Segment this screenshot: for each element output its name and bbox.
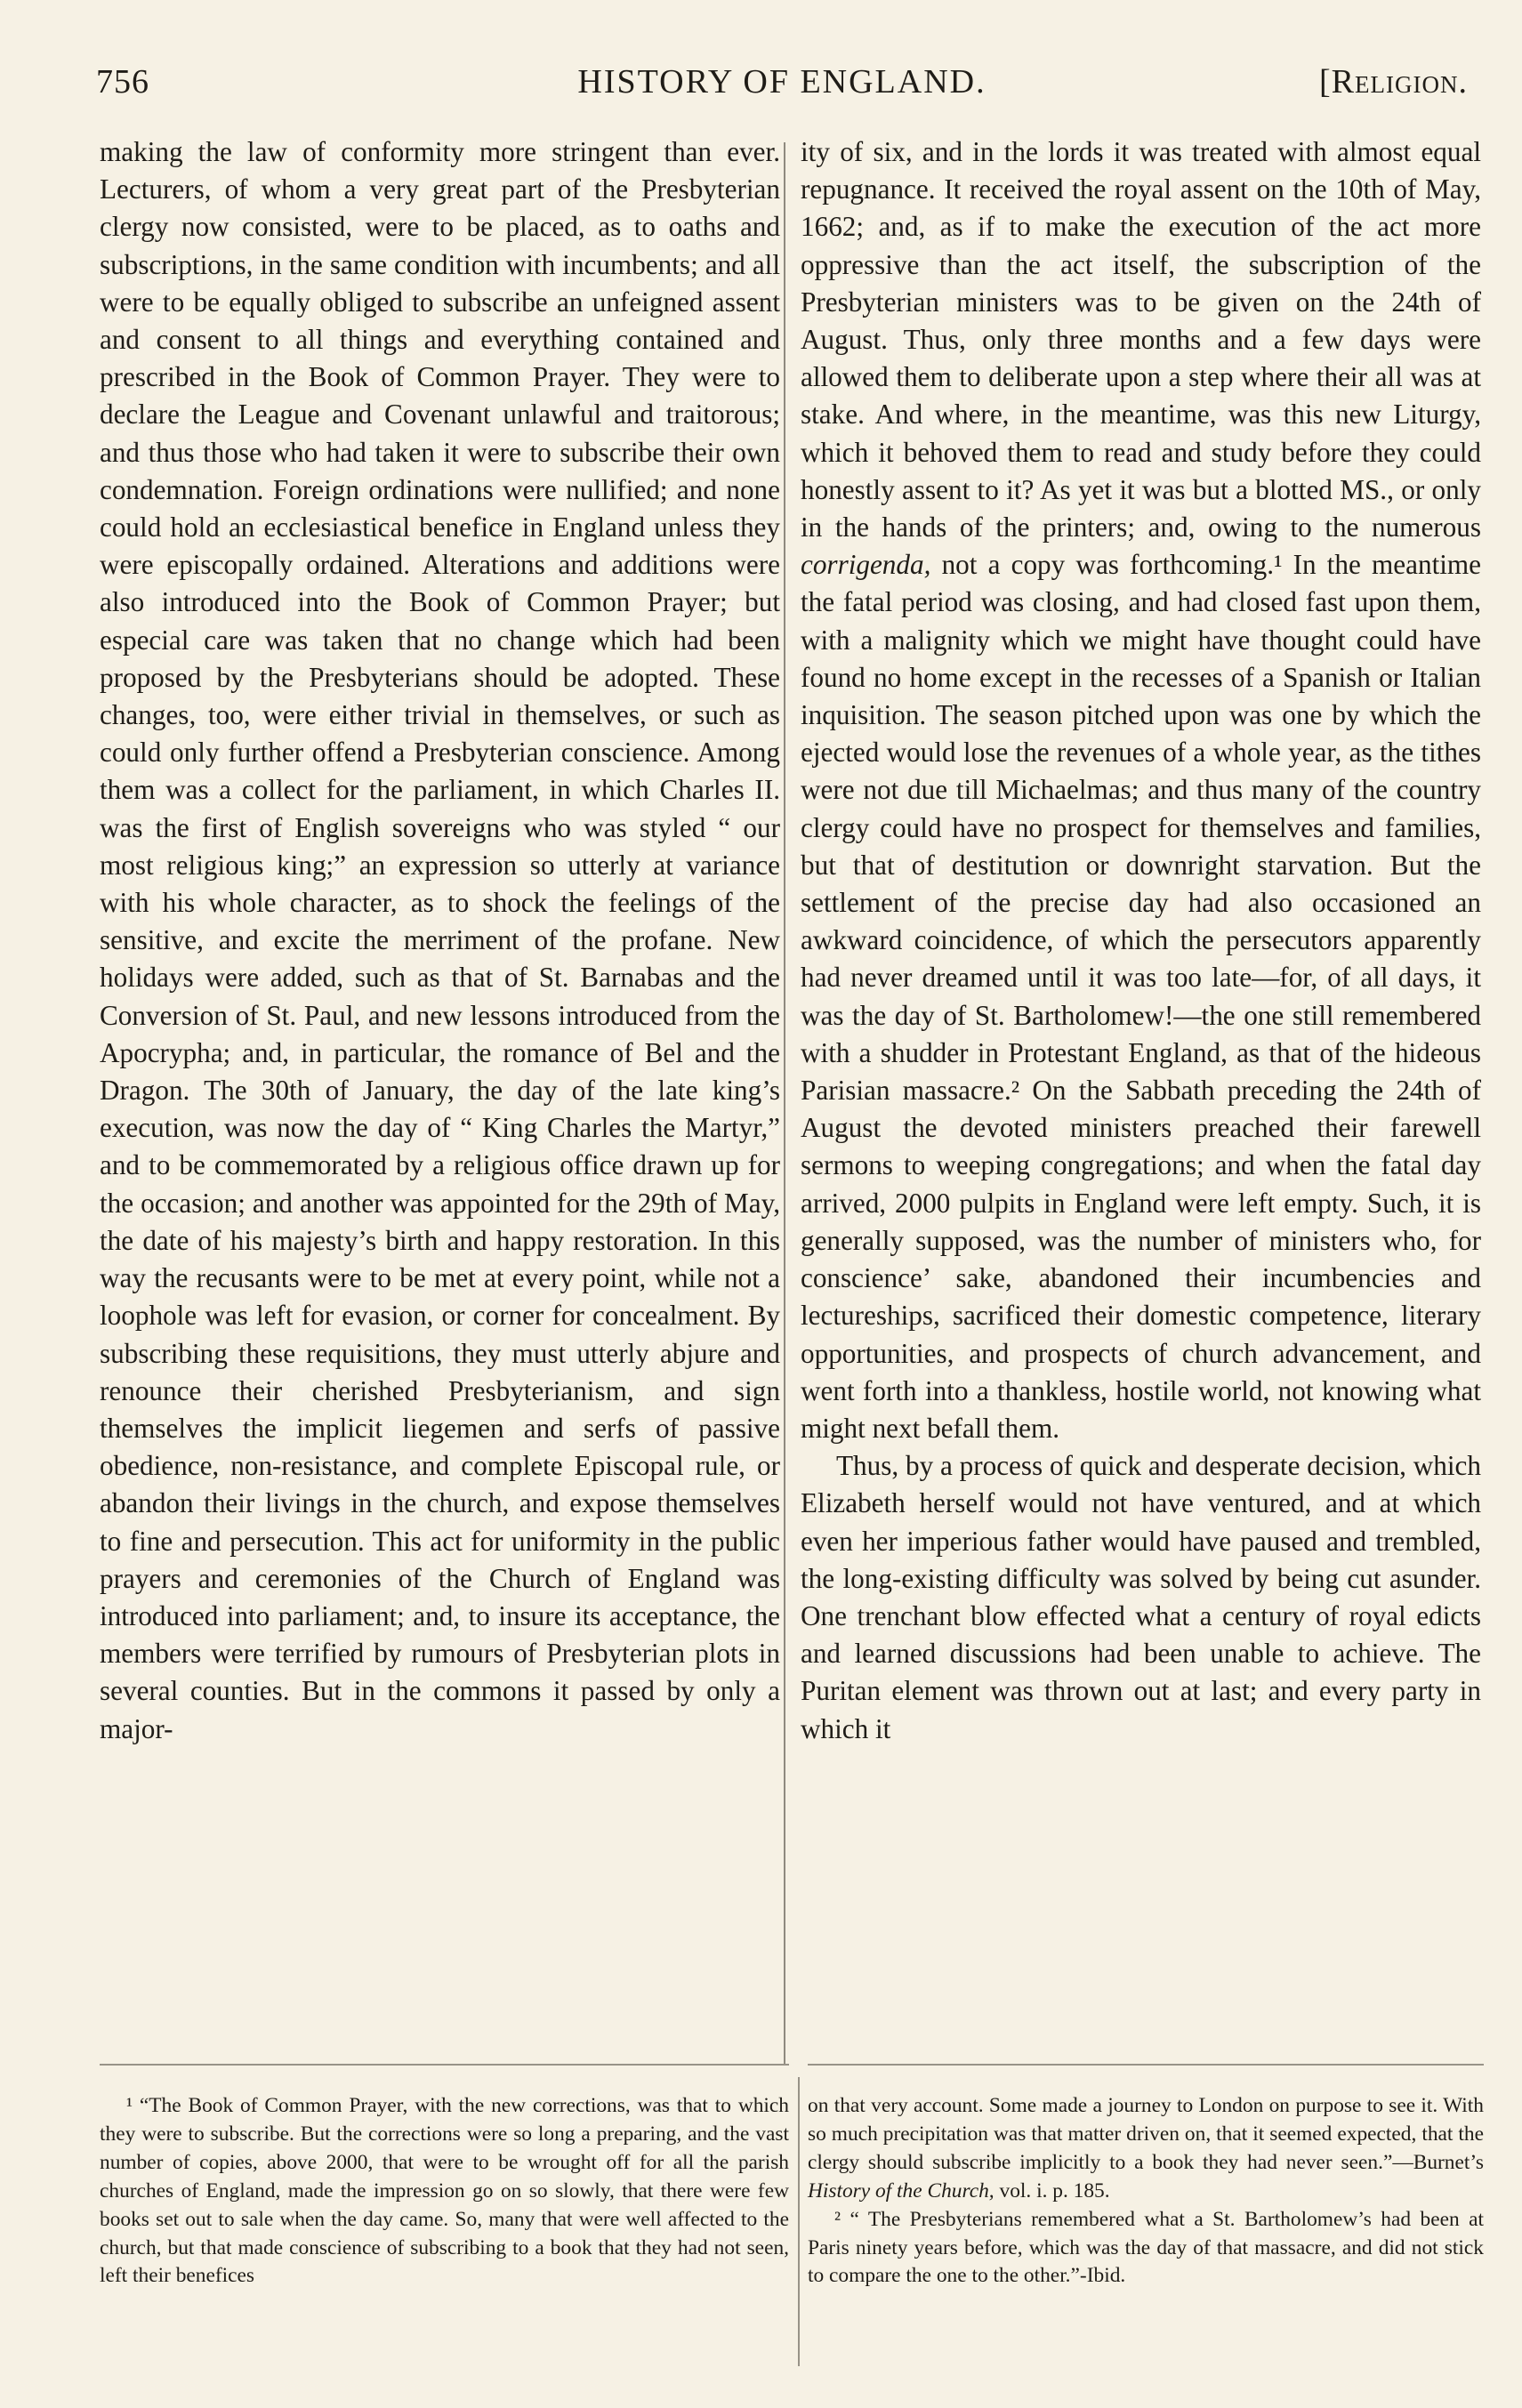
section-label: [Religion.	[1319, 63, 1468, 101]
footnote-1-continued	[808, 2092, 1484, 2206]
running-title: HISTORY OF ENGLAND.	[577, 63, 986, 101]
page-number: 756	[96, 63, 149, 101]
footnote-1: ¹ “The Book of Common Prayer, with the new corrections, was that to which they were to subscribe. But the corrections were so long a preparing, and the vast number of copies, above 2000, that were to be wrought off for all the parish churches of England, made the impression go on so slowly, that there were few books set out to sale when the day came. So, many that were well affected to the church, but that made conscience of subscribing to a book that they had not seen, left their benefices	[100, 2094, 789, 2288]
right-column	[801, 133, 1481, 1748]
footnote-divider	[798, 2077, 800, 2366]
right-paragraph-1	[801, 133, 1481, 1447]
footnote-rule-left	[100, 2064, 789, 2066]
right-p1-text-a: ity of six, and in the lords it was treated with almost equal repugnance. It received the royal assent on the 10th of May, 1662; and, as if to make the execution of the act more oppressive than the act itself, the subscription of the Presbyterian ministers was to be given on the 24th of August. Thus, only three months and a few days were allowed them to deliberate upon a step where their all was at stake. And where, in the meantime, was this new Liturgy, which it behoved them to read and study before they could honestly assent to it? As yet it was but a blotted MS., or only in the hands of the printers; and, owing to the numerous	[801, 136, 1481, 544]
footnotes-right	[808, 2092, 1484, 2291]
footnote-1-cont-text-a: on that very account. Some made a journey to London on purpose to see it. With so much precipitation was that matter driven on, that it seemed expected, that the clergy should subscribe implicitly to a book they had never seen.”—Burnet’s	[808, 2094, 1484, 2174]
running-header	[96, 53, 1468, 116]
left-paragraph-1: making the law of conformity more stringent than ever. Lecturers, of whom a very great part of the Presbyterian clergy now consisted, were to be placed, as to oaths and subscriptions, in the same condition with incumbents; and all were to be equally obliged to subscribe an unfeigned assent and consent to all things and everything contained and prescribed in the Book of Common Prayer. They were to declare the League and Covenant unlawful and traitorous; and thus those who had taken it were to subscribe their own condemnation. Foreign ordinations were nullified; and none could hold an ecclesiastical benefice in England unless they were episcopally ordained. Alterations and additions were also introduced into the Book of Common Prayer; but especial care was taken that no change which had been proposed by the Presbyterians should be adopted. These changes, too, were either trivial in themselves, or such as could only further offend a Presbyterian conscience. Among them was a collect for the parliament, in which Charles II. was the first of English sovereigns who was styled “ our most religious king;” an expression so utterly at variance with his whole character, as to shock the feelings of the sensitive, and excite the merriment of the profane. New holidays were added, such as that of St. Barnabas and the Conversion of St. Paul, and new lessons introduced from the Apocrypha; and, in particular, the romance of Bel and the Dragon. The 30th of January, the day of the late king’s execution, was now the day of “ King Charles the Martyr,” and to be commemorated by a religious office drawn up for the occasion; and another was appointed for the 29th of May, the date of his majesty’s birth and happy restoration. In this way the recusants were to be met at every point, while not a loophole was left for evasion, or corner for concealment. By subscribing these requisitions, they must utterly abjure and renounce their cherished Presbyterianism, and sign themselves the implicit liegemen and serfs of passive obedience, non-resistance, and complete Episcopal rule, or abandon their livings in the church, and expose themselves to fine and persecution. This act for uniformity in the public prayers and ceremonies of the Church of England was introduced into parliament; and, to insure its acceptance, the members were terrified by rumours of Presbyterian plots in several counties. But in the commons it passed by only a major-	[100, 136, 780, 1744]
right-p1-text-b: not a copy was forthcoming.¹ In the meantime the fatal period was closing, and had closed fast upon them, with a malignity which we might have thought could have found no home except in the recesses of a Spanish or Italian inquisition. The season pitched upon was one by which the ejected would lose the revenues of a whole year, as the tithes were not due till Michaelmas; and thus many of the country clergy could have no prospect for themselves and families, but that of destitution or downright starvation. But the settlement of the precise day had also occasioned an awkward coincidence, of which the persecutors apparently had never dreamed until it was too late—for, of all days, it was the day of St. Bartholomew!—the one still remembered with a shudder in Protestant England, as that of the hideous Parisian massacre.² On the Sabbath preceding the 24th of August the devoted ministers preached their farewell sermons to weeping congregations; and when the fatal day arrived, 2000 pulpits in England were left empty. Such, it is generally supposed, was the number of ministers who, for conscience’ sake, abandoned their incumbencies and lectureships, sacrificed their domestic competence, literary opportunities, and prospects of church advancement, and went forth into a thankless, hostile world, not knowing what might next befall them.	[801, 549, 1481, 1444]
footnote-1-cont-text-b: vol. i. p. 185.	[999, 2178, 1110, 2203]
footnotes-left	[100, 2092, 789, 2291]
footnote-1-cont-italic: History of the Church,	[808, 2178, 995, 2203]
footnote-2: ² “ The Presbyterians remembered what a St. Bartholomew’s had been at Paris ninety years before, which was the day of that massacre, and did not stick to compare the one to the other.”-Ibid.	[808, 2207, 1484, 2288]
left-column	[100, 133, 780, 1748]
column-divider	[784, 142, 785, 2064]
footnote-rule-right	[808, 2064, 1484, 2066]
right-p1-italic: corrigenda,	[801, 549, 931, 581]
right-paragraph-2: Thus, by a process of quick and desperate decision, which Elizabeth herself would not have ventured, and at which even her imperious father would have paused and trembled, the long-existing difficulty was solved by being cut asunder. One trenchant blow effected what a century of royal edicts and learned discussions had been unable to achieve. The Puritan element was thrown out at last; and every party in which it	[801, 1450, 1481, 1744]
